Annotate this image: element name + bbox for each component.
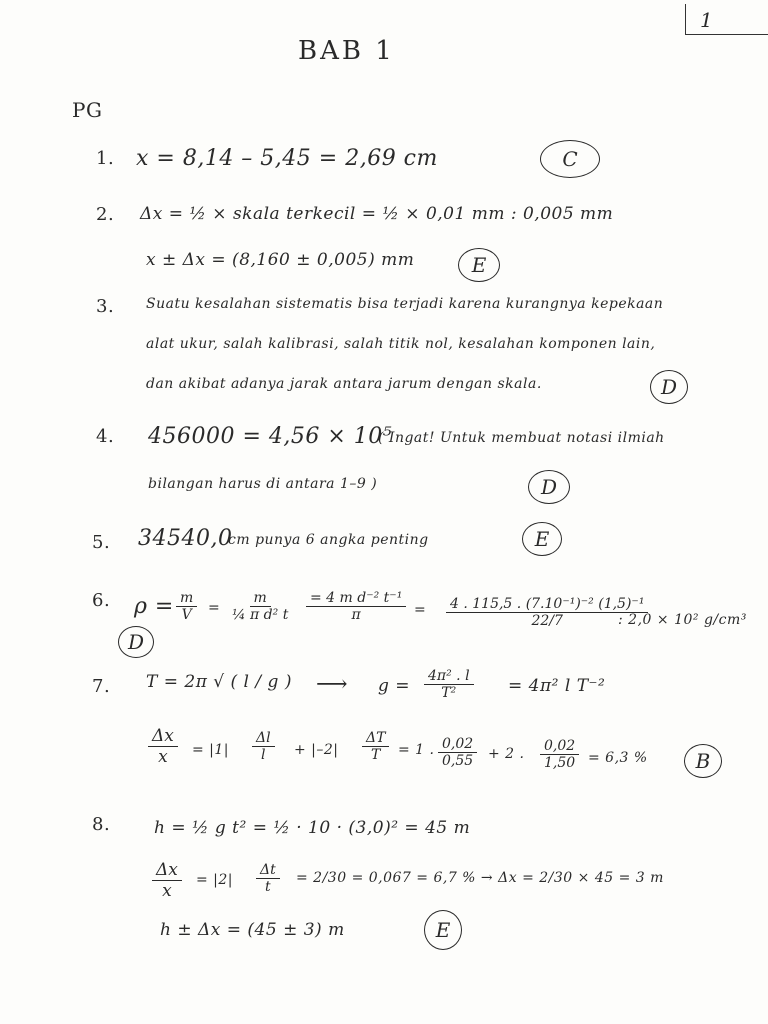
q7-gnum: 4π² . l (424, 668, 474, 685)
q2-answer-circle: E (458, 248, 500, 282)
q6-eq1: = (208, 600, 221, 616)
q4-line2: bilangan harus di antara 1–9 ) (148, 476, 378, 492)
q7-l: l (261, 747, 266, 763)
q7-g: g = (378, 676, 411, 696)
q6-rho: ρ = (134, 594, 174, 619)
q4-answer-circle: D (528, 470, 570, 504)
q6-pi: π (351, 607, 361, 623)
page-number-box (685, 4, 768, 35)
q7-n1: 0,02 (438, 736, 477, 753)
q7-frac-g (424, 668, 474, 701)
q6-result: : 2,0 × 10² g/cm³ (618, 612, 747, 628)
q7-n2: 0,02 (540, 738, 579, 755)
q7-t: T (371, 747, 381, 763)
q3-line1: Suatu kesalahan sistematis bisa terjadi karena kurangnya kepekaan (146, 296, 664, 312)
q3-answer-circle: D (650, 370, 688, 404)
question-number-6: 6. (92, 590, 111, 611)
q2-line2: x ± Δx = (8,160 ± 0,005) mm (146, 250, 415, 270)
q7-result: = 6,3 % (588, 750, 648, 766)
q6-num3: 4 . 115,5 . (7.10⁻¹)⁻² (1,5)⁻¹ (446, 596, 648, 613)
q7-dx: Δx (148, 726, 178, 747)
q7-period: T = 2π √ ( l / g ) (146, 672, 292, 692)
q7-dl: Δl (252, 730, 275, 747)
question-number-7: 7. (92, 676, 111, 697)
q6-frac-m-v (176, 590, 197, 623)
q7-x: x (158, 747, 168, 767)
q8-x: x (162, 881, 172, 901)
q6-v: V (181, 607, 192, 623)
q8-eq: = |2| (196, 872, 234, 888)
q8-answer-circle: E (424, 910, 462, 950)
page-title: BAB 1 (298, 36, 395, 66)
q6-eq2: = 4 m d⁻² t⁻¹ (306, 590, 406, 607)
q3-line3: dan akibat adanya jarak antara jarum dengan skala. (146, 376, 542, 392)
q6-den3: 22/7 (531, 613, 563, 629)
q7-eq2: = 1 . (398, 742, 435, 758)
q7-frac-dx (148, 726, 178, 767)
q1-answer-circle: C (540, 140, 600, 178)
q6-m2: m (250, 590, 271, 607)
q8-frac-dx (152, 860, 182, 901)
q8-rest: = 2/30 = 0,067 = 6,7 % → Δx = 2/30 × 45 = 3 m (296, 870, 664, 886)
q7-frac-1 (438, 736, 477, 769)
question-number-3: 3. (96, 296, 115, 317)
q6-den2: ¼ π d² t (232, 607, 289, 623)
q2-line1: Δx = ½ × skala terkecil = ½ × 0,01 mm : 0,005 mm (140, 204, 614, 224)
q7-plus2: + 2 . (488, 746, 525, 762)
q1-work: x = 8,14 – 5,45 = 2,69 cm (136, 146, 438, 171)
q8-frac-dt (256, 862, 280, 895)
q7-frac-dl (252, 730, 275, 763)
q5-work: cm punya 6 angka penting (228, 532, 429, 548)
q7-gden: T² (441, 685, 457, 701)
question-number-1: 1. (96, 148, 115, 169)
q8-height: h = ½ g t² = ½ · 10 · (3,0)² = 45 m (154, 818, 471, 838)
q8-dx: Δx (152, 860, 182, 881)
page-number: 1 (700, 8, 713, 32)
q7-frac-dt (362, 730, 389, 763)
q7-gres: = 4π² l T⁻² (508, 676, 606, 696)
arrow-right-icon: ⟶ (316, 672, 349, 697)
q7-d1: 0,55 (442, 753, 474, 769)
question-number-4: 4. (96, 426, 115, 447)
q3-line2: alat ukur, salah kalibrasi, salah titik nol, kesalahan komponen lain, (146, 336, 656, 352)
q8-t: t (265, 879, 271, 895)
q7-dt: ΔT (362, 730, 389, 747)
q7-frac-2 (540, 738, 579, 771)
q4-note: ( Ingat! Untuk membuat notasi ilmiah (378, 430, 665, 446)
q8-final: h ± Δx = (45 ± 3) m (160, 920, 345, 940)
q5-number: 34540,0 (138, 526, 233, 551)
q6-frac-simplified (306, 590, 406, 623)
q6-answer-circle: D (118, 626, 154, 658)
q4-notation: 456000 = 4,56 × 10⁵ (148, 424, 393, 449)
section-label: PG (72, 98, 103, 122)
question-number-8: 8. (92, 814, 111, 835)
q7-plus1: + |–2| (294, 742, 339, 758)
q7-eq: = |1| (192, 742, 230, 758)
q6-eq3: = (414, 602, 427, 618)
q7-d2: 1,50 (544, 755, 576, 771)
q8-dt: Δt (256, 862, 280, 879)
question-number-5: 5. (92, 532, 111, 553)
q6-frac-volume (228, 590, 292, 623)
q5-answer-circle: E (522, 522, 562, 556)
question-number-2: 2. (96, 204, 115, 225)
q7-answer-circle: B (684, 744, 722, 778)
q6-m: m (176, 590, 197, 607)
